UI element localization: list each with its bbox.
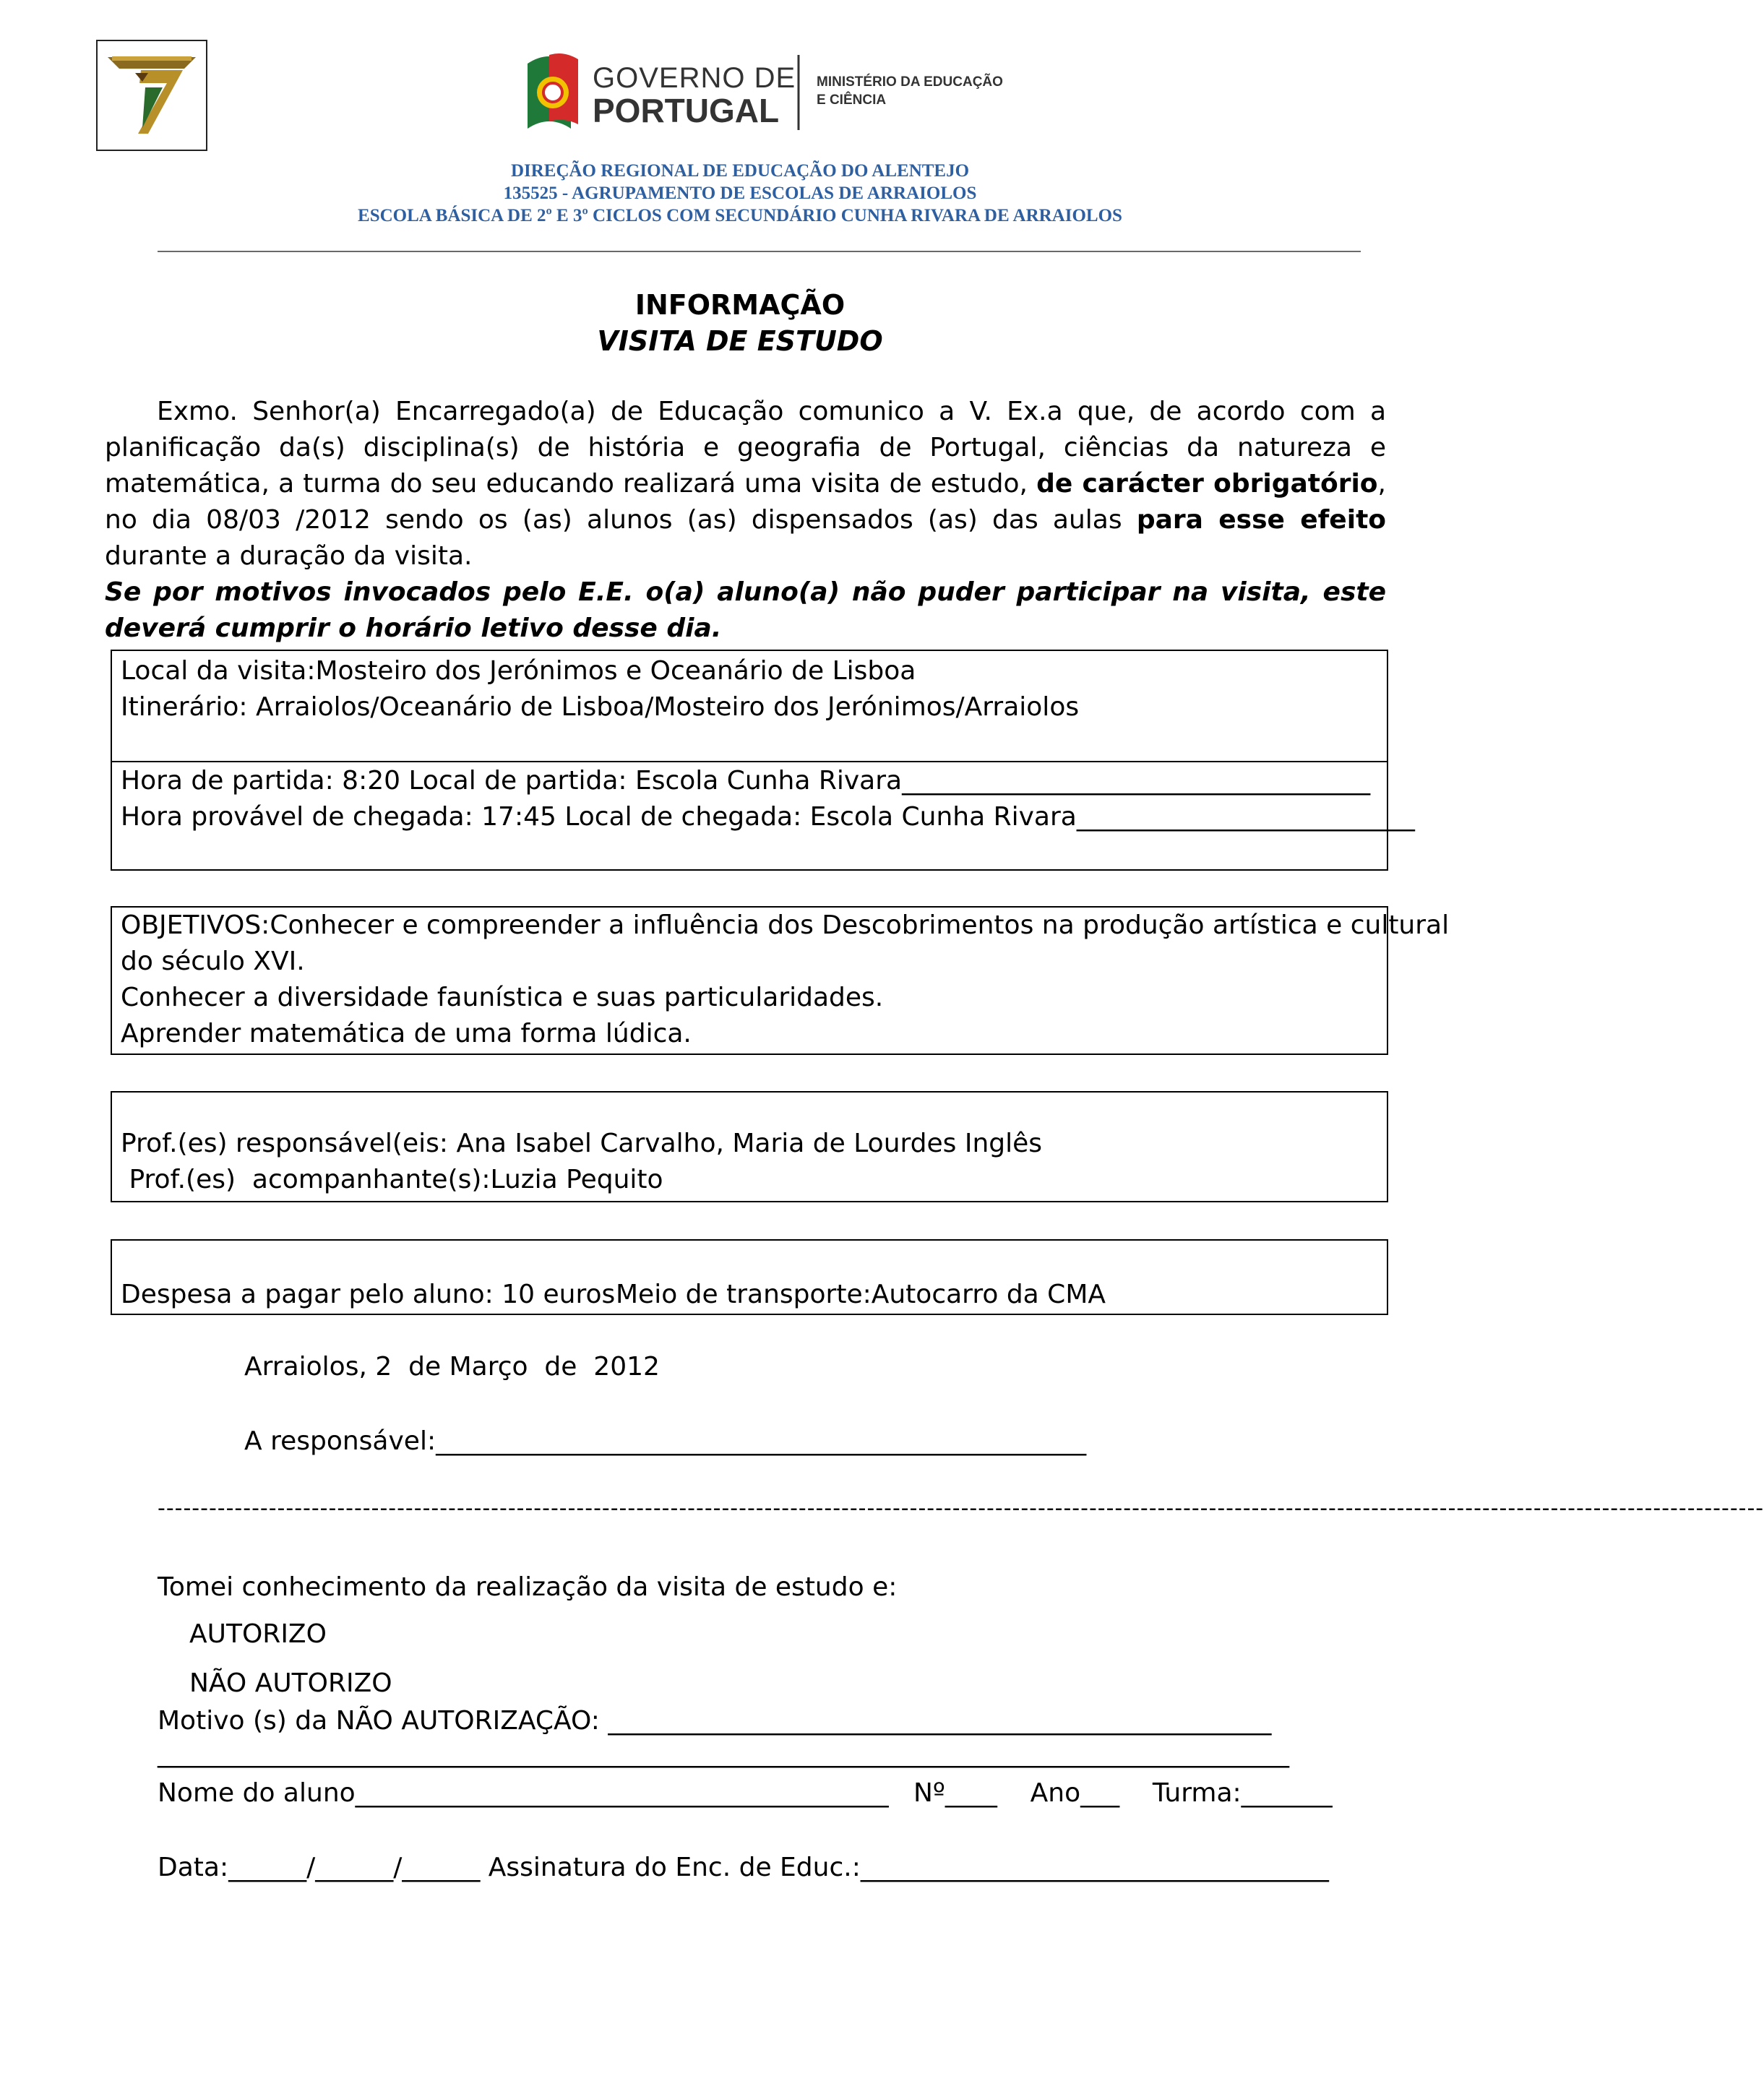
visit-box-divider bbox=[112, 761, 1387, 762]
authorize-option[interactable]: AUTORIZO bbox=[189, 1619, 327, 1649]
intro-mandatory: de carácter obrigatório bbox=[1036, 469, 1378, 499]
place-and-date: Arraiolos, 2 de Março de 2012 bbox=[244, 1352, 660, 1382]
reason-continuation-line[interactable]: _______________________________________________________________________________________ bbox=[158, 1738, 1289, 1768]
objective-line-4: Aprender matemática de uma forma lúdica. bbox=[121, 1019, 692, 1048]
intro-purpose: para esse efeito bbox=[1136, 505, 1387, 535]
responsible-teachers: Prof.(es) responsável(eis: Ana Isabel Carvalho, Maria de Lourdes Inglês bbox=[121, 1129, 1043, 1158]
intro-paragraph bbox=[105, 394, 1386, 574]
visit-details-box bbox=[111, 650, 1415, 871]
intro-part-3: durante a duração da visita. bbox=[105, 541, 473, 571]
intro-warning: Se por motivos invocados pelo E.E. o(a) aluno(a) não puder participar na visita, este deverá cumprir o horário letivo desse dia. bbox=[105, 577, 1386, 643]
transport-mode: Meio de transporte:Autocarro da CMA bbox=[616, 1280, 1106, 1309]
document-subtitle: VISITA DE ESTUDO bbox=[597, 325, 883, 357]
objective-line-2: do século XVI. bbox=[121, 947, 305, 976]
departure-info: Hora de partida: 8:20 Local de partida: Escola Cunha Rivara____________________________________ bbox=[121, 766, 1371, 796]
header-regional-direction: DIREÇÃO REGIONAL DE EDUCAÇÃO DO ALENTEJO bbox=[510, 161, 970, 181]
gov-logo-text-top: GOVERNO DE bbox=[593, 62, 796, 94]
header-school-group: 135525 - AGRUPAMENTO DE ESCOLAS DE ARRAIOLOS bbox=[503, 184, 977, 203]
objective-line-3: Conhecer a diversidade faunística e suas particularidades. bbox=[121, 983, 884, 1012]
responsible-signature-line[interactable]: A responsável:__________________________________________________ bbox=[244, 1426, 1087, 1456]
arrival-info: Hora provável de chegada: 17:45 Local de chegada: Escola Cunha Rivara__________________________ bbox=[121, 802, 1415, 832]
objectives-box bbox=[111, 906, 1450, 1055]
header-school-name: ESCOLA BÁSICA DE 2º E 3º CICLOS COM SECUNDÁRIO CUNHA RIVARA DE ARRAIOLOS bbox=[358, 206, 1122, 225]
objective-line-1: OBJETIVOS:Conhecer e compreender a influência dos Descobrimentos na produção artística e cultural bbox=[121, 910, 1450, 940]
accompanying-teachers: Prof.(es) acompanhante(s):Luzia Pequito bbox=[121, 1165, 663, 1194]
document-title: INFORMAÇÃO bbox=[634, 289, 846, 321]
visit-itinerary: Itinerário: Arraiolos/Oceanário de Lisboa/Mosteiro dos Jerónimos/Arraiolos bbox=[121, 692, 1080, 722]
school-emblem-icon bbox=[98, 41, 206, 150]
header-divider bbox=[158, 251, 1361, 252]
student-details-field[interactable]: Nome do aluno_________________________________________ Nº____ Ano___ Turma:_______ bbox=[158, 1778, 1333, 1808]
government-logo bbox=[520, 49, 1019, 136]
student-cost: Despesa a pagar pelo aluno: 10 euros bbox=[121, 1280, 616, 1309]
intro-part-1: Exmo. Senhor(a) Encarregado(a) de Educação comunico a V. Ex.a que, de acordo com a planificação da(s) disciplina(s) de história e geografia de Portugal, ciências da natureza e matemática, a turma do seu educando realizará uma visita de estudo, bbox=[105, 397, 1386, 499]
reason-field[interactable]: Motivo (s) da NÃO AUTORIZAÇÃO: ___________________________________________________ bbox=[158, 1706, 1272, 1736]
school-logo bbox=[96, 40, 207, 151]
visit-location: Local da visita:Mosteiro dos Jerónimos e Oceanário de Lisboa bbox=[121, 656, 916, 686]
ministry-name-line-2: E CIÊNCIA bbox=[817, 92, 887, 108]
acknowledge-statement: Tomei conhecimento da realização da visita de estudo e: bbox=[158, 1572, 898, 1602]
cost-transport-box bbox=[111, 1239, 1388, 1315]
date-signature-field[interactable]: Data:______/______/______ Assinatura do Enc. de Educ.:____________________________________ bbox=[158, 1853, 1329, 1882]
teachers-box bbox=[111, 1091, 1388, 1202]
cut-line: -------------------------------------------------------------------------------------------------------------------------------------------------------------------------------------------- bbox=[158, 1496, 1764, 1521]
intro-text bbox=[105, 394, 1386, 647]
intro-part-2: , no dia 08/03 /2012 sendo os (as) alunos (as) dispensados (as) das aulas bbox=[105, 469, 1386, 535]
gov-logo-text-bottom: PORTUGAL bbox=[593, 92, 780, 129]
ministry-name-line-1: MINISTÉRIO DA EDUCAÇÃO bbox=[817, 74, 1003, 90]
not-authorize-option[interactable]: NÃO AUTORIZO bbox=[189, 1668, 392, 1698]
